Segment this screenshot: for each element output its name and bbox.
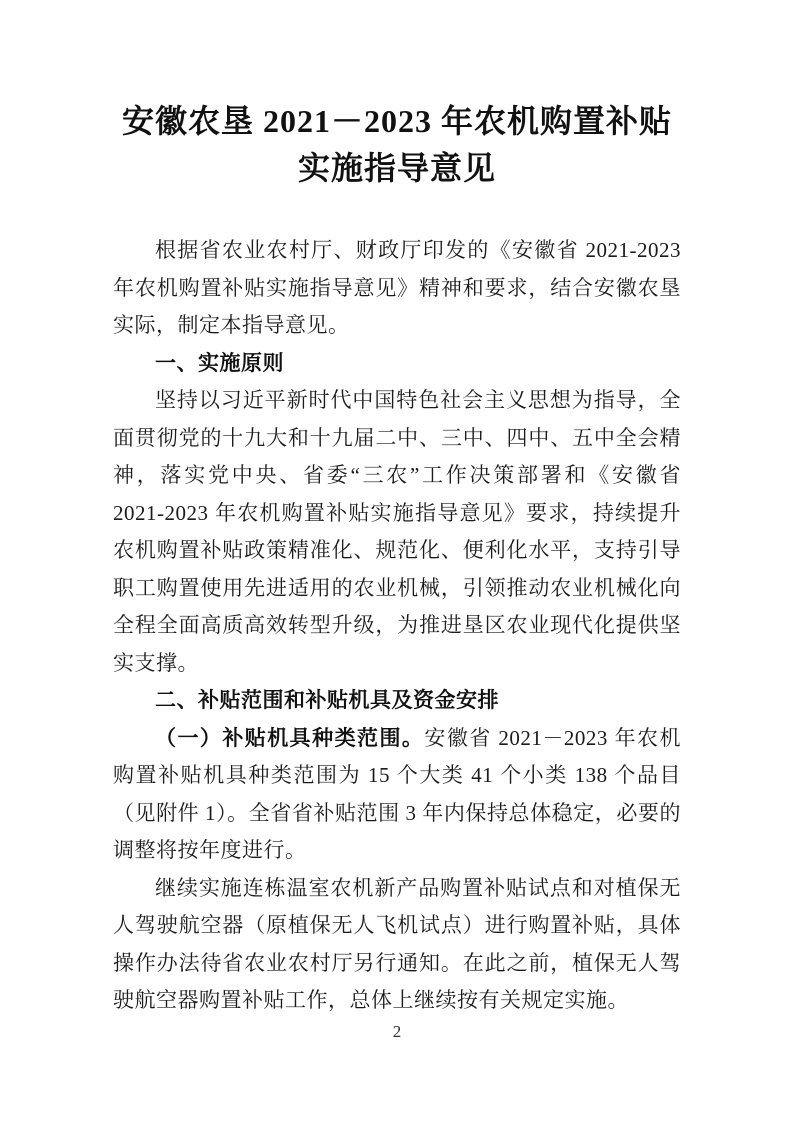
section-heading-1: 一、实施原则 xyxy=(155,351,284,375)
paragraph-pilot-program: 继续实施连栋温室农机新产品购置补贴试点和对植保无人驾驶航空器（原植保无人飞机试点）进行购置补贴，具体操作办法待省农业农村厅另行通知。在此之前，植保无人驾驶航空器购置补贴工作，总体上继续按有关规定实施。 xyxy=(113,875,681,1012)
title-line-1: 安徽农垦 2021－2023 年农机购置补贴 xyxy=(121,103,672,139)
page-number: 2 xyxy=(392,1022,402,1041)
document-body xyxy=(113,232,681,1020)
subsection-title-bold: （一）补贴机具种类范围。 xyxy=(155,725,425,750)
title-line-2: 实施指导意见 xyxy=(297,150,496,186)
paragraph-principles: 坚持以习近平新时代中国特色社会主义思想为指导，全面贯彻党的十九大和十九届二中、三中、四中、五中全会精神，落实党中央、省委“三农”工作决策部署和《安徽省 2021-2023 年农机购置补贴实施指导意见》要求，持续提升农机购置补贴政策精准化、规范化、便利化水平，支持引导职工购置使用先进适用的农业机械，引领推动农业机械化向全程全面高质高效转型升级，为推进垦区农业现代化提供坚实支撑。 xyxy=(113,388,681,675)
paragraph-subsidy-scope xyxy=(113,720,681,870)
paragraph-intro: 根据省农业农村厅、财政厅印发的《安徽省 2021-2023 年农机购置补贴实施指导意见》精神和要求，结合安徽农垦实际，制定本指导意见。 xyxy=(113,238,681,337)
section-heading-2: 二、补贴范围和补贴机具及资金安排 xyxy=(155,689,499,712)
document-title xyxy=(113,98,681,192)
subsection-body: 安徽省 2021－2023 年农机购置补贴机具种类范围为 15 个大类 41 个小类 138 个品目（见附件 1）。全省省补贴范围 3 年内保持总体稳定，必要的调整将按年度进行。 xyxy=(113,725,682,862)
